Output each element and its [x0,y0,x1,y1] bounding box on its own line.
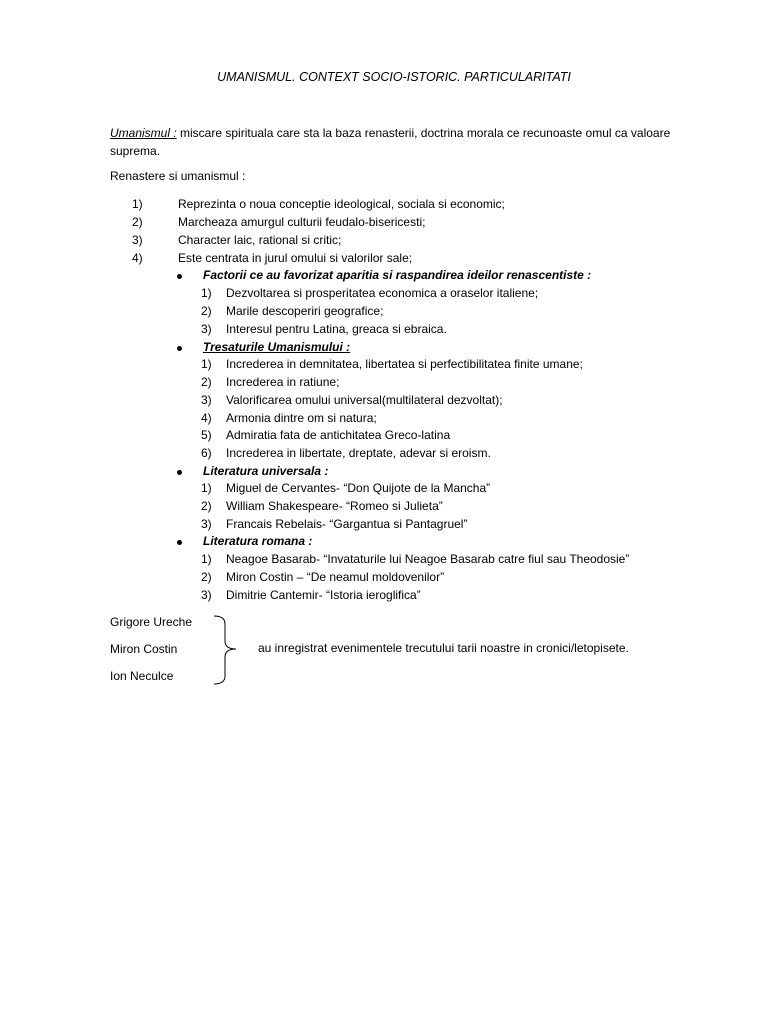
curly-brace-icon [212,614,242,686]
list-text: Dezvoltarea si prosperitatea economica a oraselor italiene; [226,286,539,300]
list-number: 4) [201,411,212,425]
list-number: 2) [132,215,143,229]
list-text: Dimitrie Cantemir- “Istoria ieroglifica” [226,588,421,602]
list-text: Miguel de Cervantes- “Don Quijote de la Mancha” [226,481,491,495]
list-text: William Shakespeare- “Romeo si Julieta” [226,499,443,513]
list-number: 3) [201,588,212,602]
list-text: Este centrata in jurul omului si valorilor sale; [178,251,413,265]
list-text: Neagoe Basarab- “Invataturile lui Neagoe Basarab catre fiul sau Theodosie” [226,552,630,566]
list-number: 5) [201,428,212,442]
list-number: 1) [201,481,212,495]
list-text: Interesul pentru Latina, greaca si ebraica. [226,322,447,336]
list-number: 6) [201,446,212,460]
list-number: 2) [201,375,212,389]
list-text: Reprezinta o noua conceptie ideological, sociala si economic; [178,197,505,211]
list-number: 4) [132,251,143,265]
section-header-text: Tresaturile Umanismului : [203,340,351,354]
list-number: 1) [201,552,212,566]
bullet-icon [177,346,182,351]
list-number: 3) [201,393,212,407]
chronicler-name: Grigore Ureche [110,615,193,629]
list-text: Marile descoperiri geografice; [226,304,384,318]
list-text: Francais Rebelais- “Gargantua si Pantagruel” [226,517,468,531]
intro-line: Renastere si umanismul : [110,169,246,183]
section-header-text: Literatura universala : [203,464,329,478]
list-number: 1) [132,197,143,211]
definition-paragraph [110,124,690,160]
bullet-icon [177,470,182,475]
list-text: Character laic, rational si critic; [178,233,342,247]
list-text: Valorificarea omului universal(multilateral dezvoltat); [226,393,503,407]
bullet-icon [177,274,182,279]
list-number: 2) [201,570,212,584]
chroniclers-description: au inregistrat evenimentele trecutului tarii noastre in cronici/letopisete. [258,641,629,655]
list-number: 1) [201,286,212,300]
list-text: Armonia dintre om si natura; [226,411,377,425]
list-text: Increderea in demnitatea, libertatea si perfectibilitatea finite umane; [226,357,583,371]
chronicler-name: Miron Costin [110,642,178,656]
list-text: Admiratia fata de antichitatea Greco-latina [226,428,451,442]
list-text: Marcheaza amurgul culturii feudalo-bisericesti; [178,215,426,229]
list-number: 3) [201,517,212,531]
list-number: 3) [132,233,143,247]
section-header-text: Literatura romana : [203,534,313,548]
definition-term: Umanismul : [110,126,177,140]
list-text: Increderea in ratiune; [226,375,340,389]
page-title: UMANISMUL. CONTEXT SOCIO-ISTORIC. PARTICULARITATI [217,70,571,84]
bullet-icon [177,540,182,545]
list-number: 1) [201,357,212,371]
section-header-text: Factorii ce au favorizat aparitia si raspandirea ideilor renascentiste : [203,268,592,282]
list-text: Increderea in libertate, dreptate, adevar si eroism. [226,446,491,460]
list-number: 2) [201,499,212,513]
definition-text: miscare spirituala care sta la baza renasterii, doctrina morala ce recunoaste omul ca valoare suprema. [110,126,671,158]
list-text: Miron Costin – “De neamul moldovenilor” [226,570,445,584]
chronicler-name: Ion Neculce [110,669,174,683]
list-number: 2) [201,304,212,318]
list-number: 3) [201,322,212,336]
